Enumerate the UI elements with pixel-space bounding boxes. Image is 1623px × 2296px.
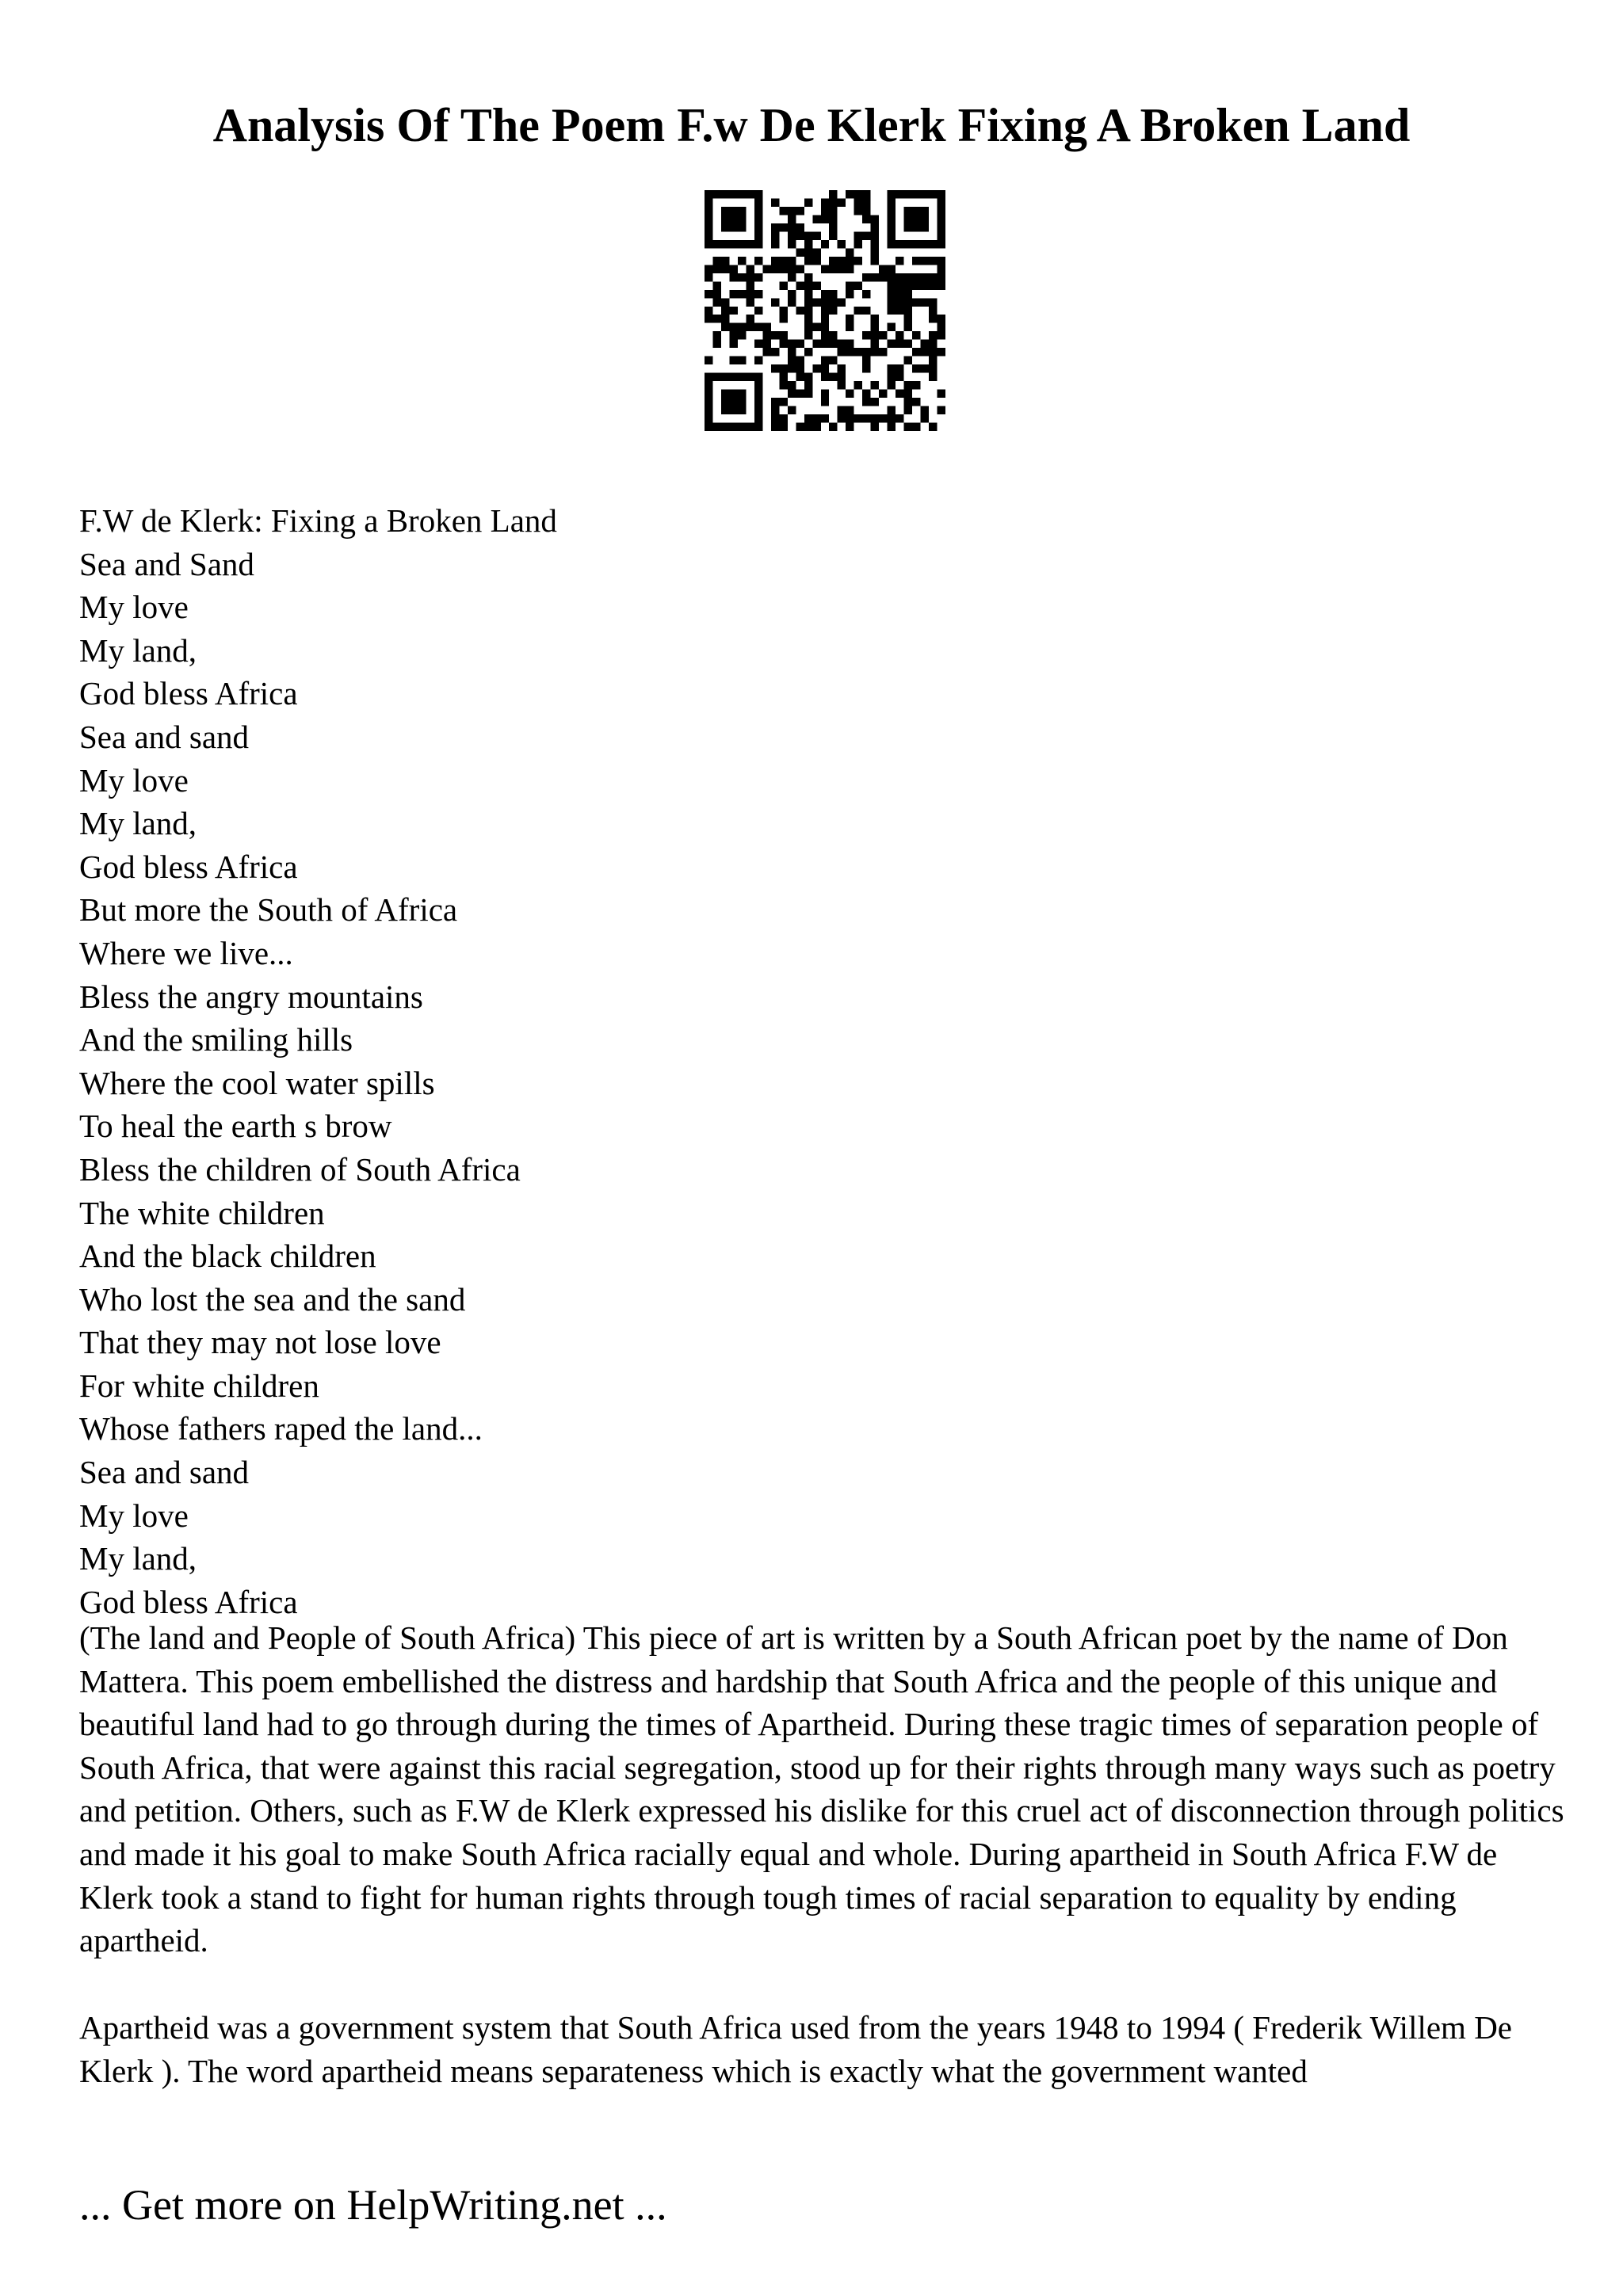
qr-modules (705, 190, 945, 431)
poem-line: God bless Africa (79, 848, 298, 885)
poem-line: My love (79, 761, 189, 799)
poem-line: F.W de Klerk: Fixing a Broken Land (79, 502, 557, 539)
poem-line: Bless the children of South Africa (79, 1150, 521, 1188)
poem-line: But more the South of Africa (79, 891, 458, 929)
qr-code-icon (705, 190, 945, 431)
poem-line: My love (79, 589, 189, 626)
body-paragraph: Apartheid was a government system that South Africa used from the years 1948 to 1994 ( Frederik Willem De Klerk ). The word apartheid means separateness which is exactly what the government wanted (79, 2009, 1513, 2089)
qr-code[interactable] (705, 190, 945, 431)
poem-line: And the smiling hills (79, 1021, 353, 1058)
poem-line: To heal the earth s brow (79, 1108, 392, 1145)
poem-line: For white children (79, 1367, 319, 1404)
page-title: Analysis Of The Poem F.w De Klerk Fixing A Broken Land (212, 99, 1411, 151)
poem-line: The white children (79, 1194, 325, 1231)
poem-line: God bless Africa (79, 1583, 298, 1620)
poem-line: Sea and sand (79, 718, 250, 755)
poem-line: Sea and sand (79, 1454, 250, 1491)
poem-line: My land, (79, 805, 197, 842)
body-paragraph: (The land and People of South Africa) This piece of art is written by a South African poet by the name of Don Mattera. This poem embellished the distress and hardship that South Africa and the people of this unique and beautiful land had to go through during the times of Apartheid. During these tragic times of separation people of South Africa, that were against this racial segregation, stood up for their rights through many ways such as poetry and petition. Others, such as F.W de Klerk expressed his dislike for this cruel act of disconnection through politics and made it his goal to make South Africa racially equal and whole. During apartheid in South Africa F.W de Klerk took a stand to fight for human rights through tough times of racial separation to equality by ending apartheid. (79, 1619, 1564, 1959)
poem (79, 499, 1569, 1623)
poem-line: Bless the angry mountains (79, 978, 423, 1015)
get-more-link[interactable]: ... Get more on HelpWriting.net ... (79, 2181, 667, 2229)
poem-line: Where we live... (79, 934, 293, 971)
poem-line: God bless Africa (79, 675, 298, 712)
poem-line: My love (79, 1497, 189, 1534)
poem-line: Sea and Sand (79, 545, 254, 582)
poem-line: That they may not lose love (79, 1324, 441, 1361)
poem-line: My land, (79, 1540, 197, 1577)
poem-line: Whose fathers raped the land... (79, 1410, 483, 1447)
poem-line: Who lost the sea and the sand (79, 1280, 466, 1318)
poem-line: My land, (79, 631, 197, 669)
poem-line: And the black children (79, 1238, 376, 1275)
poem-line: Where the cool water spills (79, 1064, 435, 1101)
